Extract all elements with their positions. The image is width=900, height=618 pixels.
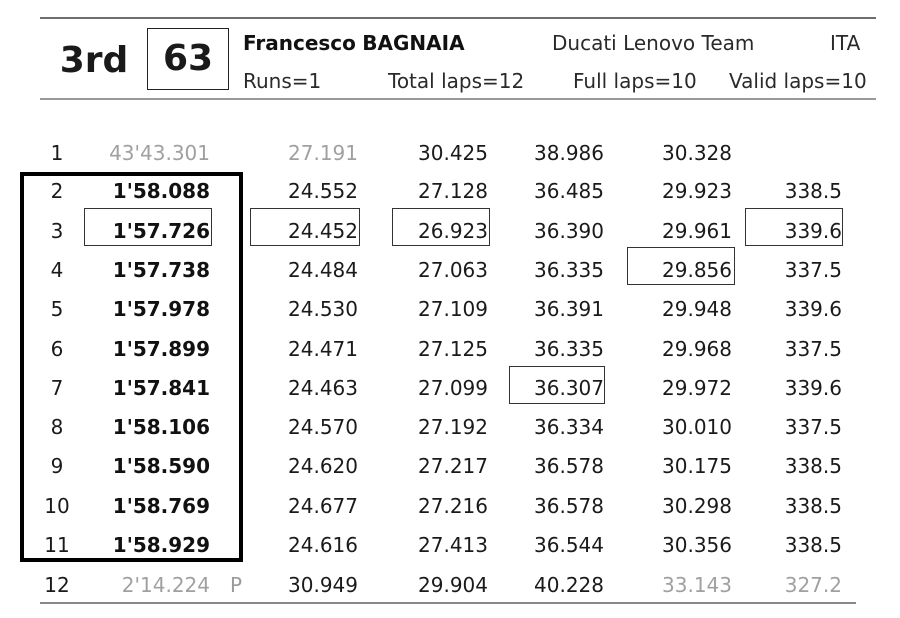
sector-1: 30.949 [288, 573, 358, 597]
sector-2: 29.904 [418, 573, 488, 597]
sector-2: 27.216 [418, 494, 488, 518]
sector-1: 24.463 [288, 376, 358, 400]
lap-time: 1'57.726 [112, 219, 210, 243]
lap-number: 9 [50, 454, 64, 478]
best-sector-4-box [627, 247, 735, 285]
sector-1: 24.530 [288, 297, 358, 321]
sector-3: 36.391 [534, 297, 604, 321]
sector-3: 36.334 [534, 415, 604, 439]
sector-1: 24.616 [288, 533, 358, 557]
total-laps: Total laps=12 [388, 69, 525, 93]
lap-number: 10 [44, 494, 70, 518]
sector-4: 30.298 [662, 494, 732, 518]
lap-number: 2 [50, 179, 64, 203]
top-speed: 338.5 [784, 494, 842, 518]
runs-count: Runs=1 [243, 69, 322, 93]
rider-number: 63 [147, 28, 229, 90]
best-speed-box [745, 208, 843, 246]
team-name: Ducati Lenovo Team [552, 31, 755, 55]
sector-3: 36.578 [534, 454, 604, 478]
top-speed: 339.6 [784, 376, 842, 400]
sector-2: 27.125 [418, 337, 488, 361]
finishing-position: 3rd [59, 40, 129, 81]
sector-2: 27.128 [418, 179, 488, 203]
top-speed: 337.5 [784, 337, 842, 361]
lap-time: 1'57.738 [112, 258, 210, 282]
lap-time: 1'58.590 [112, 454, 210, 478]
lap-time: 1'57.841 [112, 376, 210, 400]
lap-number: 8 [50, 415, 64, 439]
sector-3: 36.390 [534, 219, 604, 243]
sector-4: 29.961 [662, 219, 732, 243]
table-bottom-rule [40, 602, 856, 604]
valid-laps: Valid laps=10 [729, 69, 867, 93]
sector-1: 27.191 [288, 141, 358, 165]
sector-4: 29.972 [662, 376, 732, 400]
sector-3: 36.335 [534, 337, 604, 361]
lap-time: 1'58.106 [112, 415, 210, 439]
sector-2: 27.063 [418, 258, 488, 282]
lap-number: 7 [50, 376, 64, 400]
best-sector-2-box [392, 208, 490, 246]
nation-code: ITA [830, 31, 861, 55]
top-speed: 337.5 [784, 415, 842, 439]
sector-2: 26.923 [418, 219, 488, 243]
sector-3: 40.228 [534, 573, 604, 597]
sector-2: 27.109 [418, 297, 488, 321]
sector-4: 30.356 [662, 533, 732, 557]
lap-time: 1'57.899 [112, 337, 210, 361]
best-sector-1-box [250, 208, 360, 246]
sector-4: 30.328 [662, 141, 732, 165]
lap-number: 1 [50, 141, 64, 165]
sector-1: 24.570 [288, 415, 358, 439]
sector-2: 27.217 [418, 454, 488, 478]
sector-2: 27.413 [418, 533, 488, 557]
sector-4: 30.175 [662, 454, 732, 478]
pit-flag: P [229, 573, 243, 597]
sector-3: 38.986 [534, 141, 604, 165]
lap-number: 4 [50, 258, 64, 282]
sector-3: 36.578 [534, 494, 604, 518]
sector-1: 24.452 [288, 219, 358, 243]
header-top-rule [40, 17, 876, 19]
sector-2: 27.192 [418, 415, 488, 439]
lap-time: 1'58.929 [112, 533, 210, 557]
header-bottom-rule [40, 98, 876, 100]
sector-3: 36.485 [534, 179, 604, 203]
top-speed: 337.5 [784, 258, 842, 282]
sector-1: 24.471 [288, 337, 358, 361]
sector-4: 29.856 [662, 258, 732, 282]
top-speed: 338.5 [784, 454, 842, 478]
top-speed: 327.2 [784, 573, 842, 597]
rider-name [243, 31, 465, 55]
lap-time: 1'58.088 [112, 179, 210, 203]
full-laps: Full laps=10 [573, 69, 697, 93]
top-speed: 339.6 [784, 297, 842, 321]
top-speed: 338.5 [784, 533, 842, 557]
sector-3: 36.544 [534, 533, 604, 557]
sector-1: 24.552 [288, 179, 358, 203]
lap-number: 5 [50, 297, 64, 321]
lap-group-highlight [20, 172, 243, 562]
best-sector-3-box [509, 366, 605, 404]
lap-number: 3 [50, 219, 64, 243]
sector-4: 30.010 [662, 415, 732, 439]
sector-2: 30.425 [418, 141, 488, 165]
sector-4: 29.948 [662, 297, 732, 321]
sector-1: 24.620 [288, 454, 358, 478]
sector-3: 36.335 [534, 258, 604, 282]
sector-4: 33.143 [662, 573, 732, 597]
sector-4: 29.968 [662, 337, 732, 361]
sector-1: 24.484 [288, 258, 358, 282]
sector-1: 24.677 [288, 494, 358, 518]
lap-number: 11 [44, 533, 70, 557]
sector-4: 29.923 [662, 179, 732, 203]
top-speed: 338.5 [784, 179, 842, 203]
rider-first-name: Francesco [243, 31, 356, 55]
lap-time: 1'58.769 [112, 494, 210, 518]
sector-3: 36.307 [534, 376, 604, 400]
lap-time: 43'43.301 [109, 141, 210, 165]
top-speed: 339.6 [784, 219, 842, 243]
rider-last-name: BAGNAIA [362, 31, 465, 55]
lap-time: 2'14.224 [121, 573, 210, 597]
sector-2: 27.099 [418, 376, 488, 400]
lap-time: 1'57.978 [112, 297, 210, 321]
lap-number: 12 [44, 573, 70, 597]
lap-number: 6 [50, 337, 64, 361]
